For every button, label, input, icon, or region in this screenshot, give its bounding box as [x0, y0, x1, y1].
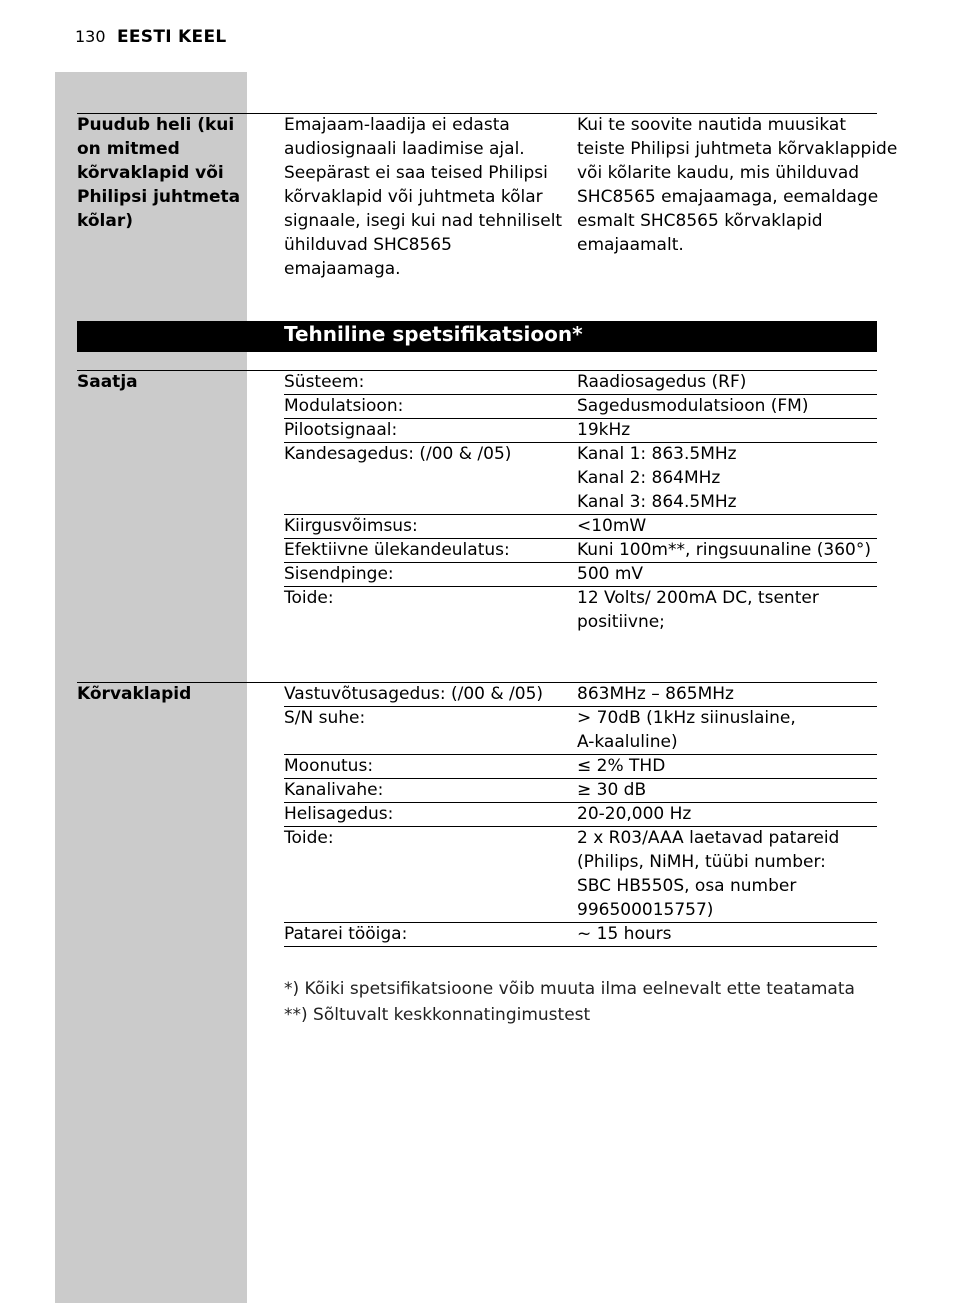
- trouble-solution: Kui te soovite nautida muusikat teiste Philipsi juhtmeta kõrvaklappide või kõlarite kaudu, mis ühilduvad SHC8565 emajaamaga, eemaldage esmalt SHC8565 kõrvaklapid emajaamalt.: [577, 115, 898, 255]
- spec-row-audio-frequency: Helisagedus: 20-20,000 Hz: [284, 802, 877, 827]
- spec-row-battery-supply: Toide: 2 x R03/AAA laetavad patareid (Philips, NiMH, tüübi number: SBC HB550S, osa number 996500015757): [284, 826, 877, 923]
- spec-row-power-supply: Toide: 12 Volts/ 200mA DC, tsenter positiivne;: [284, 588, 819, 632]
- spec-row-system: Süsteem: Raadiosagedus (RF): [284, 370, 877, 395]
- page-header: [75, 26, 227, 48]
- spec-row-sn-ratio: S/N suhe: > 70dB (1kHz siinuslaine, A-kaaluline): [284, 706, 877, 755]
- spec-row-battery-life: Patarei tööiga: ~ 15 hours: [284, 922, 877, 947]
- spec-row-reception-frequency: Vastuvõtusagedus: (/00 & /05) 863MHz – 865MHz: [284, 682, 877, 707]
- spec-row-distortion: Moonutus: ≤ 2% THD: [284, 754, 877, 779]
- trouble-cause: Emajaam-laadija ei edasta audiosignaali laadimise ajal. Seepärast ei saa teised Philipsi kõrvaklapid või juhtmeta kõlar signaale, isegi kui nad tehniliselt ühilduvad SHC8565 emajaamaga.: [284, 115, 563, 279]
- trouble-problem: Puudub heli (kui on mitmed kõrvaklapid või Philipsi juhtmeta kõlar): [77, 115, 241, 231]
- transmitter-label: Saatja: [77, 372, 138, 392]
- spec-banner: [77, 321, 877, 352]
- page-number: 130: [75, 27, 106, 46]
- spec-row-radiated-power: Kiirgusvõimsus: <10mW: [284, 514, 877, 539]
- language-heading: EESTI KEEL: [116, 27, 227, 47]
- spec-title: Tehniline spetsifikatsioon*: [284, 322, 583, 346]
- spec-row-pilot-signal: Pilootsignaal: 19kHz: [284, 418, 877, 443]
- spec-row-modulation: Modulatsioon: Sagedusmodulatsioon (FM): [284, 394, 877, 419]
- footnote-specifications: *) Kõiki spetsifikatsioone võib muuta ilma eelnevalt ette teatamata: [284, 979, 855, 999]
- footnote-range: **) Sõltuvalt keskkonnatingimustest: [284, 1005, 591, 1025]
- spec-row-input-voltage: Sisendpinge: 500 mV: [284, 562, 877, 587]
- headphones-label: Kõrvaklapid: [77, 684, 192, 704]
- spec-row-effective-range: Efektiivne ülekandeulatus: Kuni 100m**, ringsuunaline (360°): [284, 538, 877, 563]
- spec-row-channel-separation: Kanalivahe: ≥ 30 dB: [284, 778, 877, 803]
- spec-row-carrier-frequency: Kandesagedus: (/00 & /05) Kanal 1: 863.5MHz Kanal 2: 864MHz Kanal 3: 864.5MHz: [284, 442, 877, 515]
